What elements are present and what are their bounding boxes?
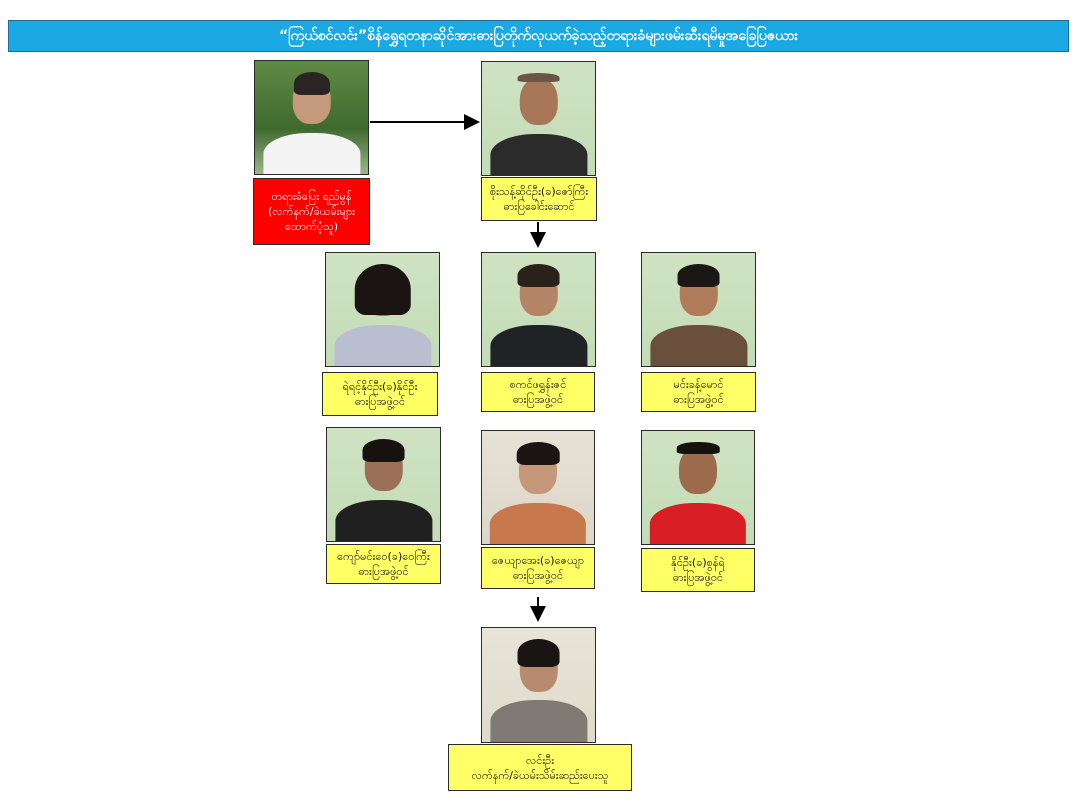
supplier-name: လင်းဦး [525,753,555,767]
member-4-role: ဓားပြအဖွဲ့ဝင် [358,565,409,578]
member-1-label [322,372,438,416]
member-3-name: မင်းခန့်မောင် [673,378,724,391]
member-2-role: ဓားပြအဖွဲ့ဝင် [512,393,564,406]
member-5-role: ဓားပြအဖွဲ့ဝင် [512,569,564,582]
member-3-photo [641,252,756,367]
leader-name: စိုးသန့်ဆိုင်ဦး(ခ)ဇော်ကြီး [489,185,589,198]
chart-title: “ကြယ်စင်လင်း”စိန်ရွှေရတနာဆိုင်အားဓားပြတိုက်လုယက်ခဲ့သည့်တရားခံများဖမ်းဆီးရမိမှုအခြေပြဇယား [278,27,799,44]
member-4-label [326,544,441,584]
member-5-name: ဇေယျာအေး(ခ)ဇေယျာ [491,554,585,567]
mastermind-role-2: ထောက်ပံ့သူ) [284,220,339,233]
member-2-photo [481,252,596,367]
member-1-name: ရဲရင့်နိုင်ဦး(ခ)နိုင်ဦး [342,380,418,393]
member-6-photo [641,430,755,545]
leader-role: ဓားပြခေါင်းဆောင် [503,200,575,213]
mastermind-photo [254,60,369,175]
member-6-label [641,548,755,592]
supplier-role: လက်နက်/ခဲယမ်းသိမ်းဆည်းပေးသူ [471,768,609,782]
member-4-photo [326,427,441,542]
member-4-name: ကျော်မင်းဝေ(ခ)ဝေကြီး [337,550,430,563]
member-2-name: စကင်ဖရွှန်းဇင် [509,378,567,391]
member-6-role: ဓားပြအဖွဲ့ဝင် [672,571,724,584]
member-1-role: ဓားပြအဖွဲ့ဝင် [354,395,406,408]
mastermind-label [253,178,370,245]
member-6-name: နိုင်ဦး(ခ)စွန်ရဲ [671,556,725,569]
mastermind-role-1: (လက်နက်/ခဲယမ်းများ [268,205,355,218]
member-3-label [641,372,756,412]
member-2-label [481,372,595,412]
member-5-photo [481,430,595,545]
member-1-photo [325,252,440,367]
supplier-photo [481,627,596,743]
member-5-label [481,547,595,589]
leader-label [481,177,597,221]
leader-photo [481,61,596,176]
mastermind-name: တရားခံပြေး ရည်မွန် [271,190,352,203]
supplier-label [448,744,632,791]
member-3-role: ဓားပြအဖွဲ့ဝင် [673,393,724,406]
